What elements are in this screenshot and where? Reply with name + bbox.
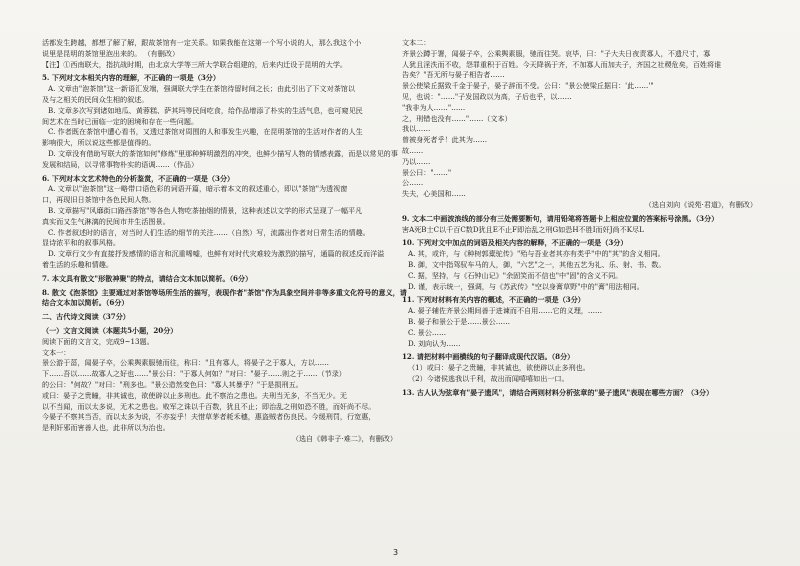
left-line: 7. 本文具有散文"形散神聚"的特点，请结合文本加以简析。（6分） (42, 273, 253, 283)
right-line: B. 晏子和景公于是……景公…… (408, 316, 510, 326)
left-line: 阅读下面的文言文，完成9~13题。 (42, 336, 154, 346)
right-line: 乃以…… (402, 156, 431, 166)
left-line: 间艺术在当时已面临一定的困境和存在一些问题。 (42, 116, 199, 126)
right-line: 12. 请把材料中画横线的句子翻译成现代汉语。（8分） (402, 352, 575, 362)
right-line: （2）今诸侯逃我以千利，故出而闻嘻嘻如出一口。 (408, 373, 569, 383)
left-line: 以不当闻，而以太多说，无术之患也。败军之诛以千百数，犹且不止；即治乱之刑如恐不胜，而奸尚不尽。 (42, 401, 376, 411)
left-line: 是利奸邪而害善人也，此非所以为治也。 (42, 423, 170, 433)
left-line: A. 文章以"泡茶馆"这一略带口语色彩的词语开篇，暗示着本文的叙述重心，即以"茶馆"为透视窗 (48, 184, 348, 194)
left-line: 及与之相关的民间众生相的叙述。 (42, 94, 149, 104)
left-line: 8. 散文《泡茶馆》主要通过对茶馆等场所生活的描写，表现作者"茶馆"作为具象空间并非等多重文化符号的意义，请结合文本加以简析。（6分） (42, 287, 407, 308)
right-line: D. 刘向认为…… (408, 338, 461, 348)
left-line: 【注】①西南联大，指抗战时期，由北京大学等三所大学联合组建的，后来内迁设于昆明的大学。 (42, 59, 348, 69)
left-line: （一）文言文阅读（本题共5小题，20分） (42, 325, 178, 335)
right-line: （1）或曰：晏子之贵瞳，非其诚也，欲使辟以止多刑也。 (408, 363, 590, 373)
right-line: （选自刘向《说苑·君道》，有删改） (644, 199, 757, 209)
right-line: A. 其，或许，与《种树郭橐驼传》"殆与吾业者其亦有类乎"中的"其"的含义相同。 (408, 249, 665, 259)
right-line: D. 谨，表示统一，强调，与《苏武传》"空以身膏草野"中的"膏"用法相同。 (408, 281, 644, 291)
left-line: 或曰：晏子之贵瞳，非其诚也，欲使辟以止多刑也。此不察治之患也。夫刑当无多，不当无少。无 (42, 390, 348, 400)
right-line: 我以…… (402, 124, 431, 134)
left-line: B. 文章多次写到诸如地瓜、黄蓉糕、萨其玛等民间吃食，给作品增添了朴实的生活气息，也可窥见民 (48, 105, 363, 115)
right-line: A. 晏子辅佐齐景公期间善于进谏而不自用……它的义理，…… (408, 306, 603, 316)
right-line: 故…… (402, 145, 424, 155)
right-line: C. 景公…… (408, 327, 447, 337)
left-line: C. 作者叙述时的语言，对当时人们生活的细节的关注……（自然）写，流露出作者对日常生活的情趣。 (48, 227, 370, 237)
left-line: 景公游于菑，闻晏子卒，公乘舆素服驰而往，称曰："且有寡人，将晏子之于寡人，方以…… (42, 358, 330, 368)
right-line: 10. 下列对文中加点的词语及相关内容的解释，不正确的一项是（3分） (402, 238, 628, 248)
left-line: 发展和结局，以寻常事物朴实的语调……（作品） (42, 159, 199, 169)
right-line: 失夫，心美国和…… (402, 189, 466, 199)
left-line: D. 文章没有借助写联大的茶馆如何"修炼"里那种鲜明激烈的冲突，也鲜少描写人物的情感表露，而是以常见的事 (48, 148, 398, 158)
right-line: 9. 文本二中画波浪线的部分有三处需要断句，请用铅笔将答题卡上相应位置的答案标号涂黑。（3分） (402, 213, 719, 223)
right-line: 曾被身死者乎！此其为…… (402, 135, 488, 145)
left-line: 5. 下列对文本相关内容的理解，不正确的一项是（3分） (42, 73, 220, 83)
left-line: 说里是昆明的茶馆里泡出来的。 （有删改） (42, 48, 180, 58)
right-line: C. 据，坚持，与《石钟山记》"余固笑而不信也"中"固"的含义不同。 (408, 270, 623, 280)
page-number: 3 (393, 548, 399, 557)
right-line: 11. 下列对材料有关内容的概述，不正确的一项是（3分） (402, 295, 585, 305)
left-line: 真实而又生气淋漓的民间市井生活图景。 (42, 216, 170, 226)
right-line: "我非为人……"…… (402, 102, 466, 112)
left-line: （选自《韩非子·难二》，有删改） (291, 433, 397, 443)
right-line: 公…… (402, 178, 424, 188)
right-line: 见，也说："……"子发国政以为高，子后也乎，以…… (402, 91, 572, 101)
left-line: C. 作者既在茶馆中遭心看书，又透过茶馆对周围的人和事发生兴趣，在昆明茶馆的生活对作者的人生 (48, 127, 363, 137)
right-line: 文本二： (402, 38, 431, 47)
left-line: D. 文章行文少有直接抒发感情的语言和沉重唏嘘，也鲜有对时代灾难较为激烈的描写，通篇的叙述反而洋溢 (48, 249, 385, 259)
left-line: 活都发生跨越，都想了解了解，跟故茶馆有一定关系。如果我能在这第一个写小说的人，那么我这个小 (42, 38, 362, 47)
right-line: 害A死B士C以千百C数D犹且E不止F即治乱之刑G如恐H不胜I而奸J尚不K尽L (402, 224, 644, 234)
left-line: 着生活的乐趣和情趣。 (42, 259, 113, 269)
left-line: 影响很大，所以说这些都是值得的。 (42, 138, 156, 148)
left-line: 6. 下列对本文艺术特色的分析鉴赏，不正确的一项是（3分） (42, 173, 235, 183)
right-column (402, 38, 767, 399)
right-line: 13. 古人认为弦章有"晏子遗风"，请结合两则材料分析弦章的"晏子遗风"表现在哪些方面？（3分） (402, 387, 714, 397)
left-line: B. 文章描写"风靡街口路西茶馆"等各色人物吃茶抽烟的情景，这种表述以文学的形式呈现了一幅平凡 (48, 205, 363, 215)
left-line: 显诗浓平和的叙事风格。 (42, 238, 121, 248)
right-line: 之，刑错也没有……"……（文本） (402, 113, 512, 123)
left-line: 今晏子不察其当否，而以太多为说，不亦妄乎！夫惜草茅者耗禾穗，惠盗贼者伤良民。今缓刑罚，行宽惠， (42, 412, 376, 422)
left-line: 口，再现旧日茶馆中各色民间人物。 (42, 195, 156, 205)
left-line: 二、古代诗文阅读（37分） (42, 312, 130, 322)
left-line: 的公曰："何故？"对曰："刑多也。"景公造然变色曰："寡人其暴乎？"于是损刑五。 (42, 379, 303, 389)
right-line: 齐景公蹲于署，闻晏子卒，公乘舆素服，驰而往哭。哀毕，曰："子大夫日夜责寡人，不遗尺寸，寡 (402, 48, 711, 58)
right-line: B. 御，文中指驾驭车马的人，御，"六艺"之一，其他五艺为礼、乐、射、书、数。 (408, 259, 666, 269)
left-line: A. 文章由"泡茶馆"这一新语汇发端，强调联大学生在茶馆待留时间之长；由此引出了下文对茶馆以 (48, 84, 355, 94)
right-line: 景公曰："……" (402, 167, 452, 177)
left-line: 文本一： (42, 347, 71, 357)
left-column (42, 38, 407, 445)
right-line: 告矣？"吾无所与晏子相告者…… (402, 70, 505, 80)
right-line: 景公使梁丘据致千金于晏子，晏子辞而不受。公曰："景公使梁丘据曰：'此……'" (402, 81, 654, 91)
right-line: 人犹且淫泆而不收，怨罪重积于百姓。今天降祸于齐，不加寡人而加夫子，齐国之社稷危矣，百姓将谁 (402, 59, 722, 69)
left-line: 下……吾以……故寡人之好也……"景公曰："于寡人何如？"对曰："晏子……则之于……（节录） (42, 369, 346, 379)
